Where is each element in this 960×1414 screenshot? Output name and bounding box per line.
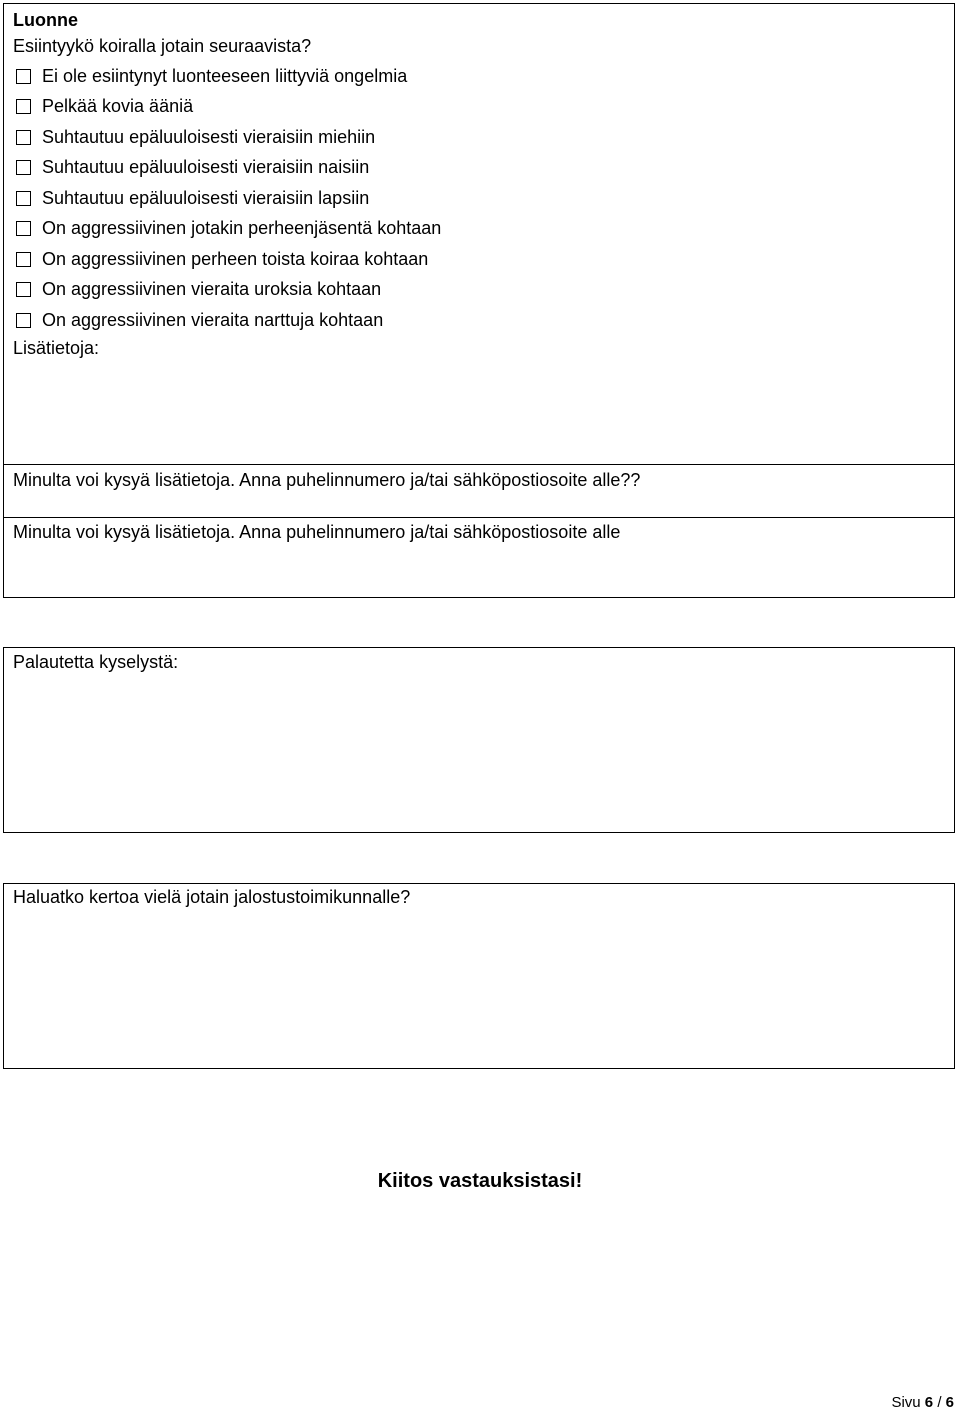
option-suspicious-men[interactable] (16, 126, 375, 148)
option-label: Pelkää kovia ääniä (42, 95, 194, 116)
checkbox-icon[interactable] (16, 282, 31, 297)
checkbox-icon[interactable] (16, 99, 31, 114)
temperament-section (3, 3, 955, 598)
checkbox-icon[interactable] (16, 313, 31, 328)
option-label: Suhtautuu epäluuloisesti vieraisiin lapsiin (42, 187, 370, 208)
option-aggressive-strange-females[interactable] (16, 309, 383, 331)
thank-you-text: Kiitos vastauksistasi! (377, 1170, 583, 1192)
divider (3, 464, 955, 465)
checkbox-icon[interactable] (16, 191, 31, 206)
page-current: 6 (924, 1394, 934, 1411)
option-fears-loud-noises[interactable] (16, 95, 193, 117)
page-total: 6 (945, 1394, 954, 1411)
option-label: On aggressiivinen vieraita uroksia kohtaan (42, 278, 382, 299)
section-title: Luonne (13, 10, 78, 30)
checkbox-icon[interactable] (16, 130, 31, 145)
option-label: On aggressiivinen jotakin perheenjäsentä kohtaan (42, 217, 442, 238)
option-suspicious-women[interactable] (16, 156, 369, 178)
checkbox-icon[interactable] (16, 252, 31, 267)
section-question: Esiintyykö koiralla jotain seuraavista? (13, 36, 312, 56)
checkbox-icon[interactable] (16, 160, 31, 175)
option-label: Ei ole esiintynyt luonteeseen liittyviä ongelmia (42, 65, 408, 86)
page-separator: / (937, 1394, 942, 1411)
checkbox-icon[interactable] (16, 221, 31, 236)
checkbox-icon[interactable] (16, 69, 31, 84)
page-word: Sivu (891, 1394, 921, 1411)
option-label: Suhtautuu epäluuloisesti vieraisiin naisiin (42, 156, 370, 177)
contact-question-1: Minulta voi kysyä lisätietoja. Anna puhelinnumero ja/tai sähköpostiosoite alle?? (13, 470, 641, 490)
option-label: On aggressiivinen perheen toista koiraa kohtaan (42, 248, 429, 269)
option-suspicious-children[interactable] (16, 187, 369, 209)
feedback-box[interactable] (3, 647, 955, 833)
message-label: Haluatko kertoa vielä jotain jalostustoimikunnalle? (13, 887, 411, 907)
option-aggressive-strange-males[interactable] (16, 278, 381, 300)
option-aggressive-other-dog[interactable] (16, 248, 428, 270)
additional-info-label: Lisätietoja: (13, 338, 100, 358)
page-number (891, 1394, 954, 1411)
option-label: On aggressiivinen vieraita narttuja kohtaan (42, 309, 384, 330)
divider (3, 517, 955, 518)
contact-question-2: Minulta voi kysyä lisätietoja. Anna puhelinnumero ja/tai sähköpostiosoite alle (13, 522, 621, 542)
message-box[interactable] (3, 883, 955, 1069)
option-label: Suhtautuu epäluuloisesti vieraisiin miehiin (42, 126, 376, 147)
option-no-problems[interactable] (16, 65, 407, 87)
option-aggressive-family-member[interactable] (16, 217, 441, 239)
feedback-label: Palautetta kyselystä: (13, 652, 179, 672)
